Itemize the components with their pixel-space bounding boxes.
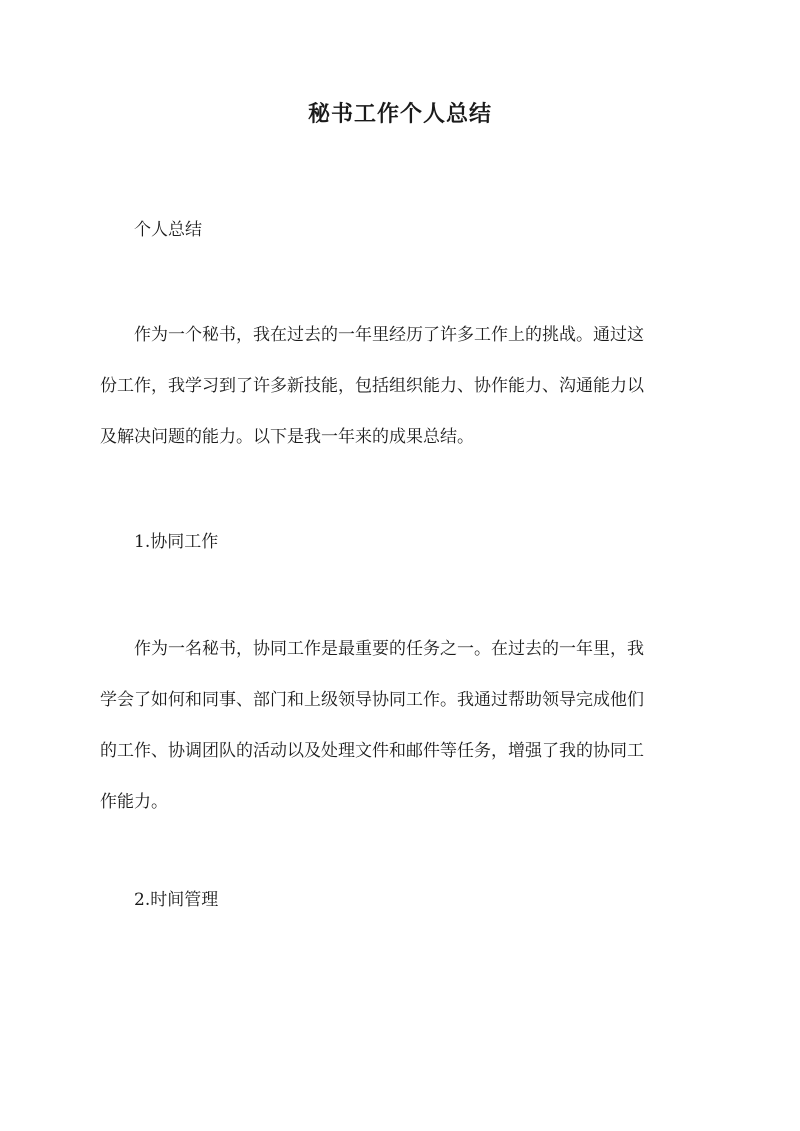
paragraph-line: 作为一名秘书，协同工作是最重要的任务之一。在过去的一年里，我: [134, 639, 644, 659]
document-title: 秘书工作个人总结: [307, 101, 492, 127]
paragraph-line: 份工作，我学习到了许多新技能，包括组织能力、协作能力、沟通能力以: [100, 376, 644, 396]
section-heading-time-management: 2.时间管理: [134, 890, 219, 910]
section-heading-summary: 个人总结: [134, 220, 202, 240]
paragraph-collaboration: [100, 624, 704, 828]
paragraph-line: 作为一个秘书，我在过去的一年里经历了许多工作上的挑战。通过这: [134, 325, 644, 345]
paragraph-line: 作能力。: [100, 792, 168, 812]
paragraph-line: 的工作、协调团队的活动以及处理文件和邮件等任务，增强了我的协同工: [100, 741, 644, 761]
section-heading-collaboration: 1.协同工作: [134, 532, 219, 552]
paragraph-line: 及解决问题的能力。以下是我一年来的成果总结。: [100, 427, 474, 447]
paragraph-line: 学会了如何和同事、部门和上级领导协同工作。我通过帮助领导完成他们: [100, 690, 644, 710]
paragraph-intro: [100, 310, 704, 463]
